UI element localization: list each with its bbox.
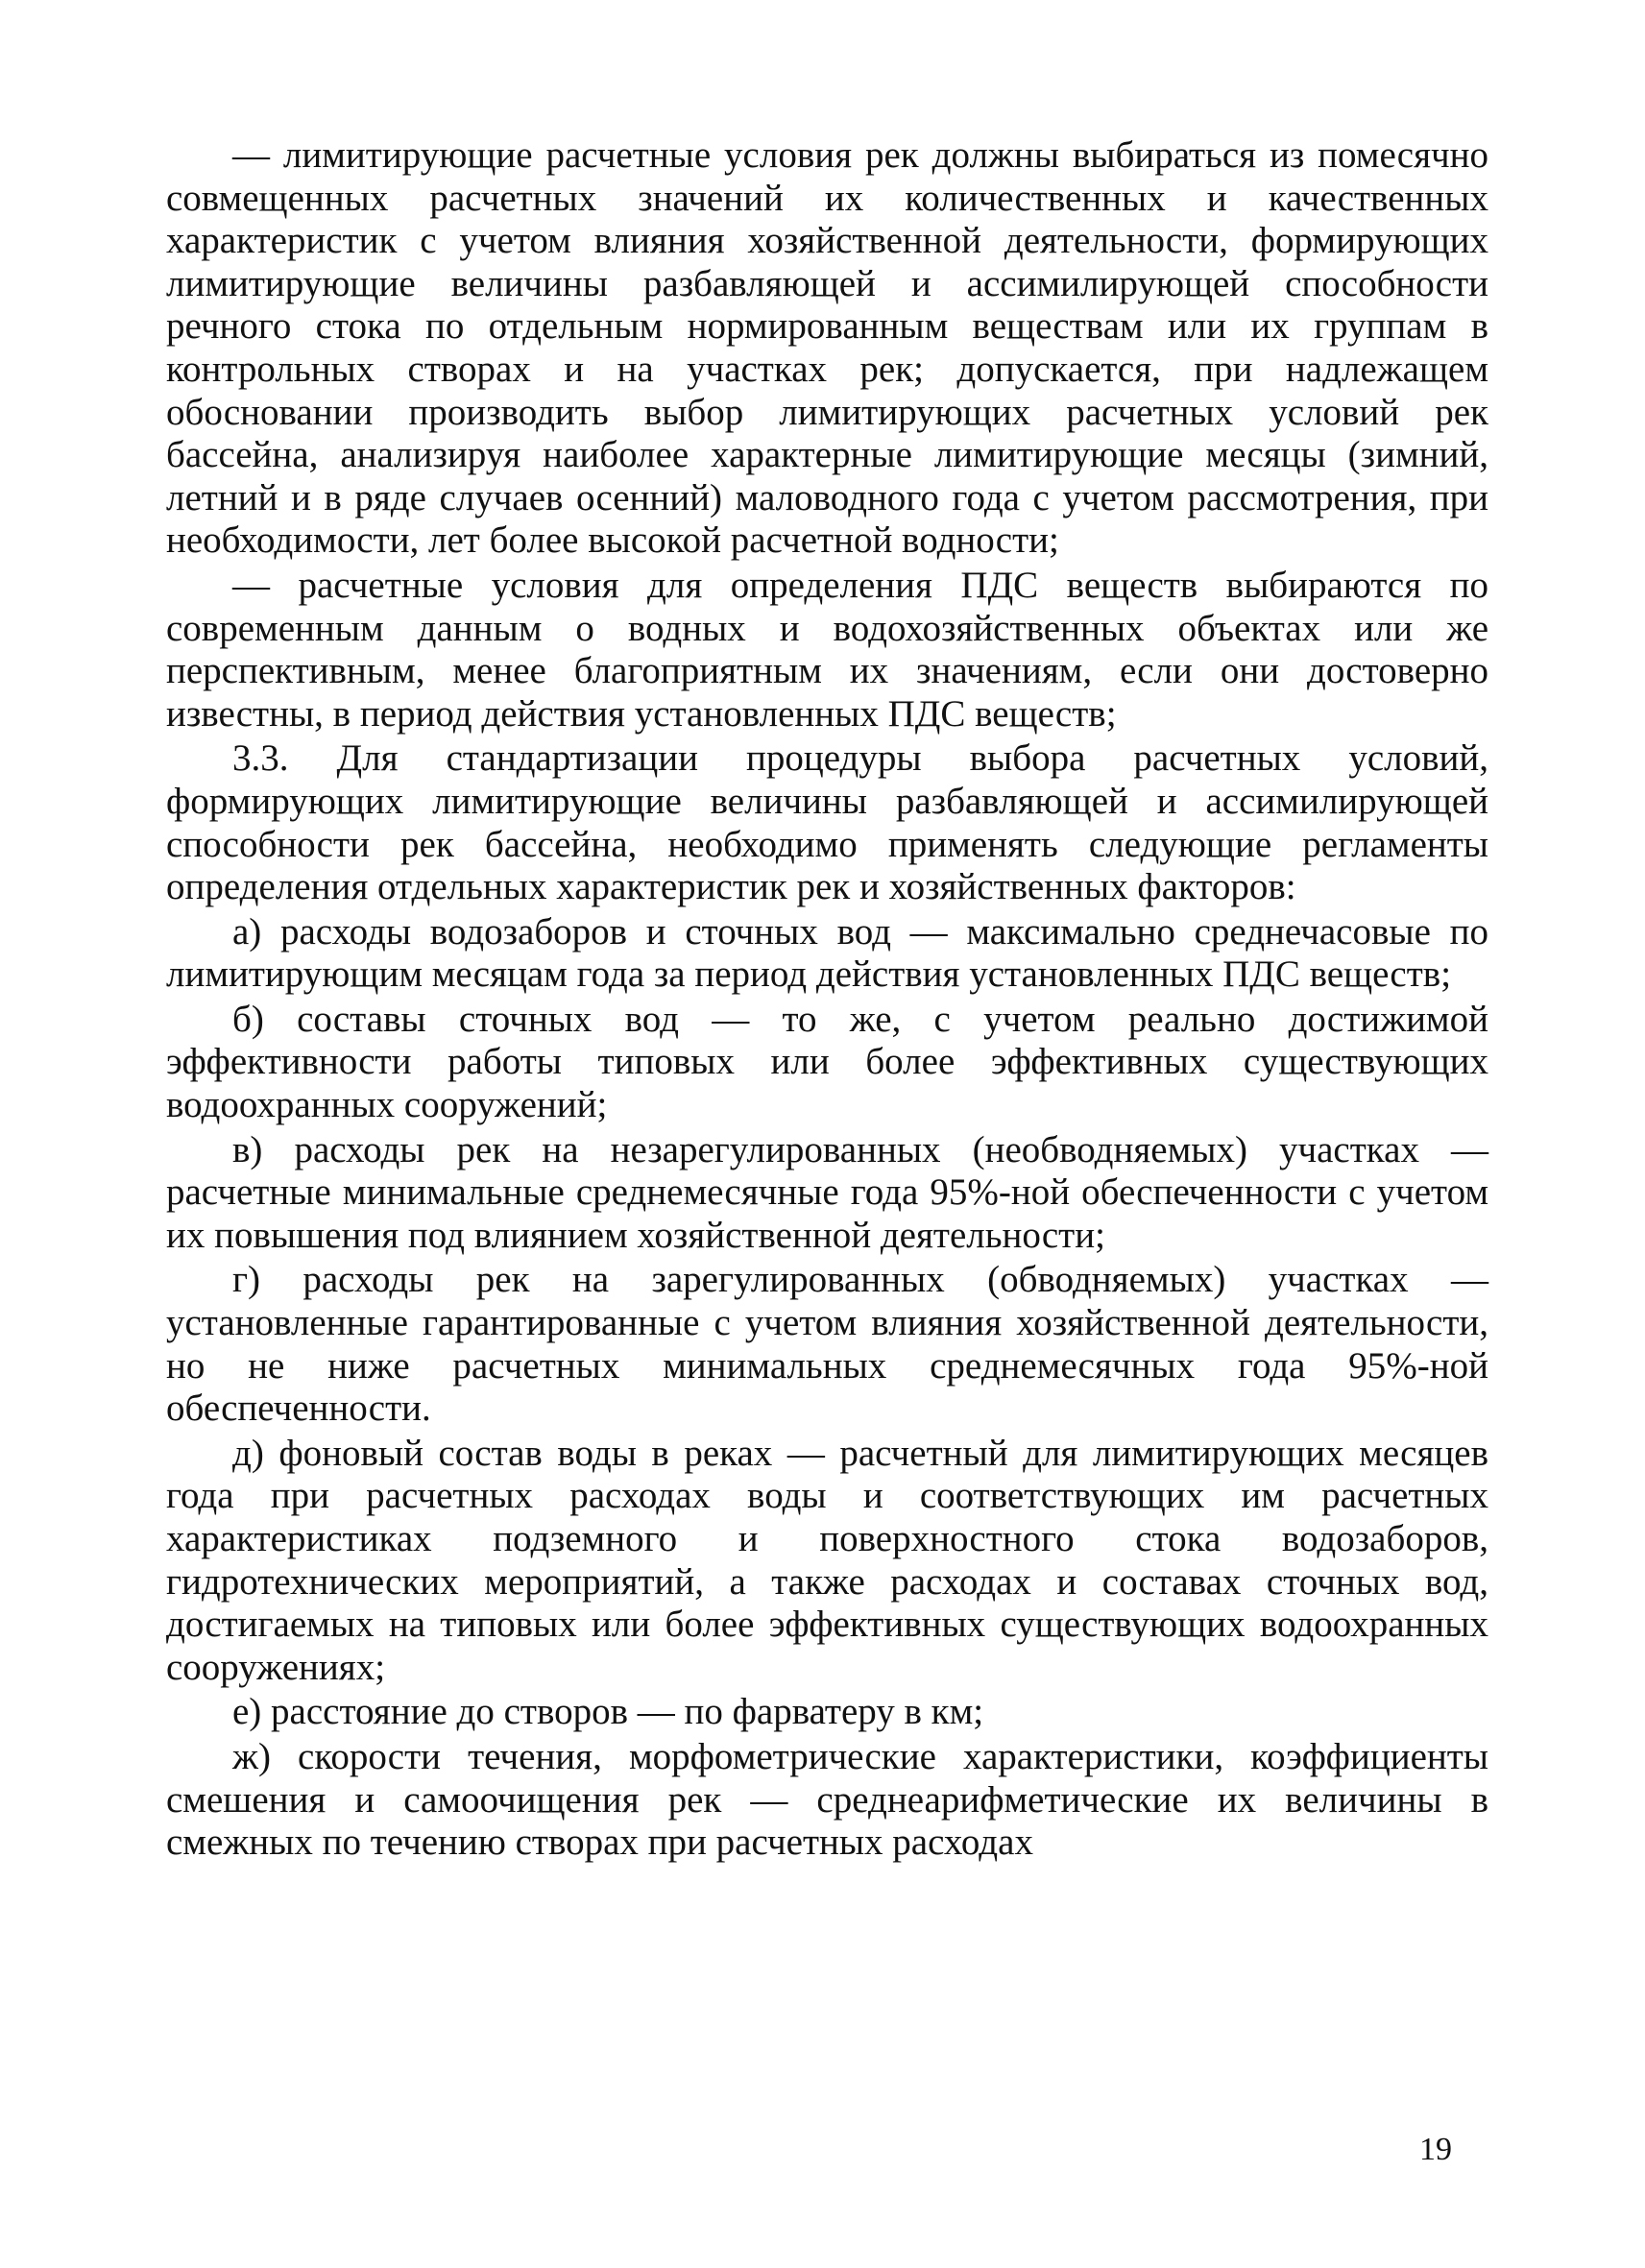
paragraph-limiting-conditions: — лимитирующие расчетные условия рек должны выбираться из помесячно совмещенных расчетных значений их количественных и качественных характеристик с учетом влияния хозяйственной деятельности, формирующих лимитирующие величины разбавляющей и ассимилирующей способности речного стока по отдельным нормированным веществам или их группам в контрольных створах и на участках рек; допускается, при надлежащем обосновании производить выбор лимитирующих расчетных условий рек бассейна, анализируя наиболее характерные лимитирующие месяцы (зимний, летний и в ряде случаев осенний) маловодного года с учетом рассмотрения, при необходимости, лет более высокой расчетной водности; [166,134,1488,562]
body-text [166,134,1488,1867]
list-item-g: г) расходы рек на зарегулированных (обводняемых) участках — установленные гарантированные с учетом влияния хозяйственной деятельности, но не ниже расчетных минимальных среднемесячных года 95%-ной обеспеченности. [166,1259,1488,1430]
page-number: 19 [1419,2132,1452,2167]
paragraph-section-3-3: 3.3. Для стандартизации процедуры выбора расчетных условий, формирующих лимитирующие величины разбавляющей и ассимилирующей способности рек бассейна, необходимо применять следующие регламенты определения отдельных характеристик рек и хозяйственных факторов: [166,737,1488,908]
paragraph-calculation-conditions: — расчетные условия для определения ПДС веществ выбираются по современным данным о водных и водохозяйственных объектах или же перспективным, менее благоприятным их значениям, если они достоверно известны, в период действия установленных ПДС веществ; [166,564,1488,735]
list-item-d: д) фоновый состав воды в реках — расчетный для лимитирующих месяцев года при расчетных расходах воды и соответствующих им расчетных характеристиках подземного и поверхностного стока водозаборов, гидротехнических мероприятий, а также расходах и составах сточных вод, достигаемых на типовых или более эффективных существующих водоохранных сооружениях; [166,1432,1488,1688]
list-item-v: в) расходы рек на незарегулированных (необводняемых) участках — расчетные минимальные среднемесячные года 95%-ной обеспеченности с учетом их повышения под влиянием хозяйственной деятельности; [166,1128,1488,1256]
list-item-b: б) составы сточных вод — то же, с учетом реально достижимой эффективности работы типовых или более эффективных существующих водоохранных сооружений; [166,998,1488,1126]
list-item-zh: ж) скорости течения, морфометрические характеристики, коэффициенты смешения и самоочищения рек — среднеарифметические их величины в смежных по течению створах при расчетных расходах [166,1735,1488,1864]
list-item-e: е) расстояние до створов — по фарватеру в км; [232,1691,984,1733]
list-item-a: а) расходы водозаборов и сточных вод — максимально среднечасовые по лимитирующим месяцам года за период действия установленных ПДС веществ; [166,910,1488,996]
